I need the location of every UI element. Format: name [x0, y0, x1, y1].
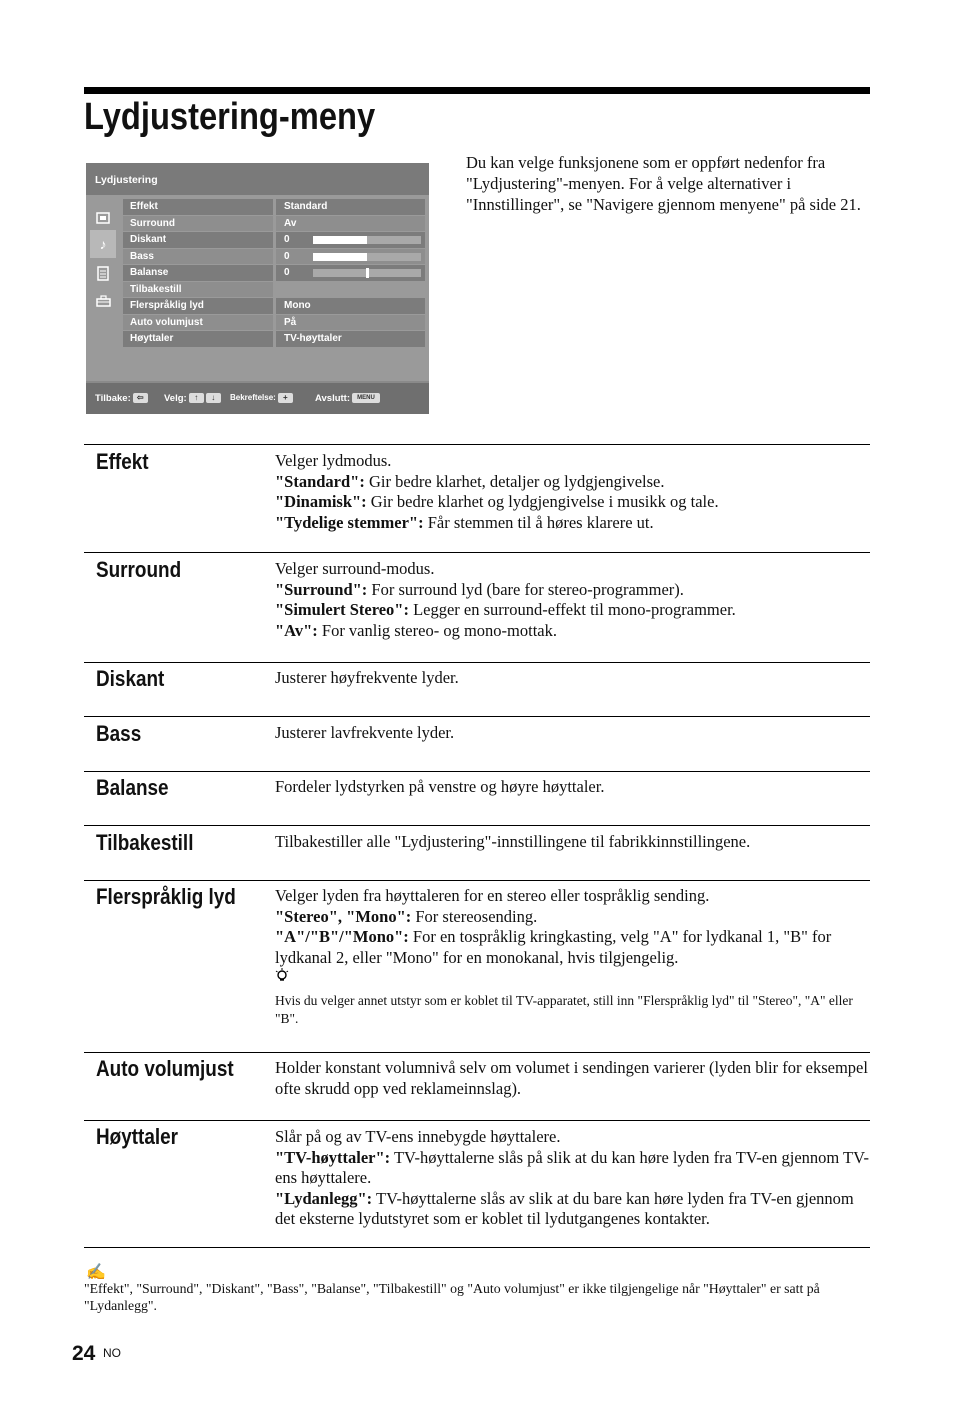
divider — [84, 1247, 870, 1248]
desc-effekt: Velger lydmodus. "Standard": Gir bedre klarhet, detaljer og lydgjengivelse. "Dinamisk": Gir bedre klarhet og lydgjengivelse i musikk og tale. "Tydelige stemmer": Får stemmen til å høres klarere ut. — [275, 451, 719, 532]
picture-icon[interactable] — [90, 204, 116, 232]
term-effekt: Effekt — [96, 449, 149, 474]
desc-diskant: Justerer høyfrekvente lyder. — [275, 668, 459, 687]
plus-key-icon: + — [278, 393, 293, 403]
divider — [84, 1120, 870, 1121]
page-language: NO — [103, 1346, 121, 1360]
tv-menu-row-label-text: Tilbakestill — [130, 283, 182, 295]
tv-menu-row-label — [123, 249, 273, 265]
divider — [84, 880, 870, 881]
tv-menu-row-label-text: Effekt — [130, 201, 158, 212]
lightbulb-tip-icon — [275, 968, 870, 990]
back-arrow-icon: ⇦ — [133, 393, 148, 403]
tv-menu-row-label — [123, 282, 273, 298]
page-number: 24 — [72, 1342, 96, 1365]
tv-menu-row-value-text: Mono — [284, 300, 311, 311]
term-balanse: Balanse — [96, 775, 169, 800]
tv-menu-row-value-text: Av — [284, 217, 297, 229]
tv-menu-row-label — [123, 232, 273, 248]
desc-balanse: Fordeler lydstyrken på venstre og høyre høyttaler. — [275, 777, 605, 796]
menu-key-icon: MENU — [352, 393, 380, 403]
tv-menu-row-label — [123, 199, 273, 215]
tv-menu-row-label-text: Høyttaler — [130, 333, 174, 344]
tv-menu-row-value-text: På — [284, 316, 297, 328]
footer-exit: Avslutt: MENU — [315, 393, 380, 404]
tv-menu-row-label-text: Surround — [130, 217, 175, 229]
divider — [84, 771, 870, 772]
desc-bass: Justerer lavfrekvente lyder. — [275, 723, 455, 742]
tv-menu-row[interactable] — [123, 282, 425, 298]
tv-menu-row-value-text: 0 — [284, 250, 290, 262]
tv-menu-row-label-text: Auto volumjust — [130, 316, 203, 328]
tv-menu-row[interactable] — [123, 315, 425, 331]
divider — [84, 662, 870, 663]
tv-menu-row[interactable] — [123, 331, 425, 347]
tv-menu-header — [86, 163, 429, 195]
term-hoyttaler: Høyttaler — [96, 1124, 179, 1149]
toolbox-icon[interactable] — [90, 287, 116, 315]
tv-menu-screenshot — [86, 163, 429, 414]
tv-menu-row[interactable] — [123, 298, 425, 314]
term-diskant: Diskant — [96, 666, 165, 691]
divider — [84, 444, 870, 445]
tv-menu-footer — [86, 383, 429, 414]
tv-menu-row-value-text: TV-høyttaler — [284, 333, 342, 344]
tv-menu-row[interactable] — [123, 232, 425, 248]
desc-surround: Velger surround-modus. "Surround": For surround lyd (bare for stereo-programmer). "Simulert Stereo": Legger en surround-effekt til mono-programmer. "Av": For vanlig stereo- og mono-mottak. — [275, 559, 736, 640]
term-flersprak: Flerspråklig lyd — [96, 884, 236, 909]
tv-menu-row-value — [276, 282, 425, 298]
tv-menu-row-value — [276, 216, 425, 232]
level-bar-fill — [313, 236, 367, 244]
tv-menu-row-value — [276, 232, 425, 248]
level-bar-fill — [313, 253, 367, 261]
divider — [84, 552, 870, 553]
note-pen-icon: ✍ — [86, 1264, 106, 1281]
desc-flersprak: Velger lyden fra høyttaleren for en stereo eller tospråklig sending. "Stereo", "Mono": For stereosending. "A"/"B"/"Mono": For en tospråklig kringkasting, velg "A" for lydkanal 1, "B" for lydkanal 2, eller "Mono" for en monokanal, hvis tilgjengelig. Hvis du velger annet utstyr som er koblet til TV-apparatet, still inn "Flerspråklig lyd" til "Stereo", "A" eller "B". — [275, 886, 870, 1028]
divider — [84, 825, 870, 826]
tv-menu-row[interactable] — [123, 249, 425, 265]
arrow-up-icon: ↑ — [189, 393, 204, 403]
note-text: "Effekt", "Surround", "Diskant", "Bass", "Balanse", "Tilbakestill" og "Auto volumjust" er ikke tilgjengelige når "Høyttaler" er satt på "Lydanlegg". — [84, 1281, 820, 1313]
level-bar[interactable] — [313, 253, 421, 261]
term-tilbakestill: Tilbakestill — [96, 830, 194, 855]
tv-menu-row-label-text: Flerspråklig lyd — [130, 300, 204, 311]
list-icon[interactable] — [90, 259, 116, 287]
tv-menu-row-label — [123, 315, 273, 331]
tv-menu-row-label-text: Balanse — [130, 267, 169, 278]
term-bass: Bass — [96, 721, 142, 746]
tv-menu-row-value — [276, 298, 425, 314]
desc-tilbakestill: Tilbakestiller alle "Lydjustering"-innstillingene til fabrikkinnstillingene. — [275, 832, 751, 851]
title-rule — [84, 87, 870, 94]
music-note-icon[interactable]: ♪ — [90, 230, 116, 258]
footer-select: Velg: ↑ ↓ — [164, 393, 221, 404]
tv-menu-row[interactable] — [123, 265, 425, 281]
tv-menu-row-value — [276, 265, 425, 281]
arrow-down-icon: ↓ — [206, 393, 221, 403]
desc-hoyttaler: Slår på og av TV-ens innebygde høyttalere. "TV-høyttaler": TV-høyttalerne slås på slik at du kan høre lyden fra TV-en gjennom TV-ens høyttalere. "Lydanlegg": TV-høyttalerne slås av slik at du bare kan høre lyden fra TV-en gjennom det eksterne lydutstyret som er koblet til lydutgangenes kontakter. — [275, 1127, 870, 1228]
page-title: Lydjustering-meny — [84, 96, 376, 138]
term-autovol: Auto volumjust — [96, 1056, 234, 1081]
tv-menu-row-label — [123, 331, 273, 347]
divider — [84, 716, 870, 717]
tv-menu-row-value-text: 0 — [284, 234, 290, 245]
divider — [84, 1052, 870, 1053]
level-bar[interactable] — [313, 269, 421, 277]
tv-menu-row-label-text: Diskant — [130, 234, 167, 245]
tv-menu-row-value — [276, 331, 425, 347]
balance-marker — [366, 268, 369, 278]
footer-confirm: Bekreftelse: + — [230, 393, 293, 403]
tv-menu-row[interactable] — [123, 216, 425, 232]
intro-text: Du kan velge funksjonene som er oppført nedenfor fra "Lydjustering"-menyen. For å velge alternativer i "Innstillinger", se "Navigere gjennom menyene" på side 21. — [466, 153, 861, 214]
desc-autovol: Holder konstant volumnivå selv om volumet i sendingen varierer (lyden blir for eksempel ofte skrudd opp ved reklameinnslag). — [275, 1058, 868, 1098]
level-bar[interactable] — [313, 236, 421, 244]
tv-menu-row[interactable] — [123, 199, 425, 215]
footer-back: Tilbake: ⇦ — [95, 393, 148, 404]
tv-menu-row-value — [276, 199, 425, 215]
tv-menu-row-label — [123, 265, 273, 281]
tv-menu-row-value — [276, 249, 425, 265]
tv-menu-row-value-text: 0 — [284, 267, 290, 278]
tv-menu-row-value — [276, 315, 425, 331]
tv-menu-row-label — [123, 216, 273, 232]
term-surround: Surround — [96, 557, 182, 582]
tv-menu-row-label — [123, 298, 273, 314]
tv-menu-row-label-text: Bass — [130, 250, 154, 262]
tv-menu-title: Lydjustering — [95, 174, 158, 186]
tv-menu-row-value-text: Standard — [284, 201, 328, 212]
